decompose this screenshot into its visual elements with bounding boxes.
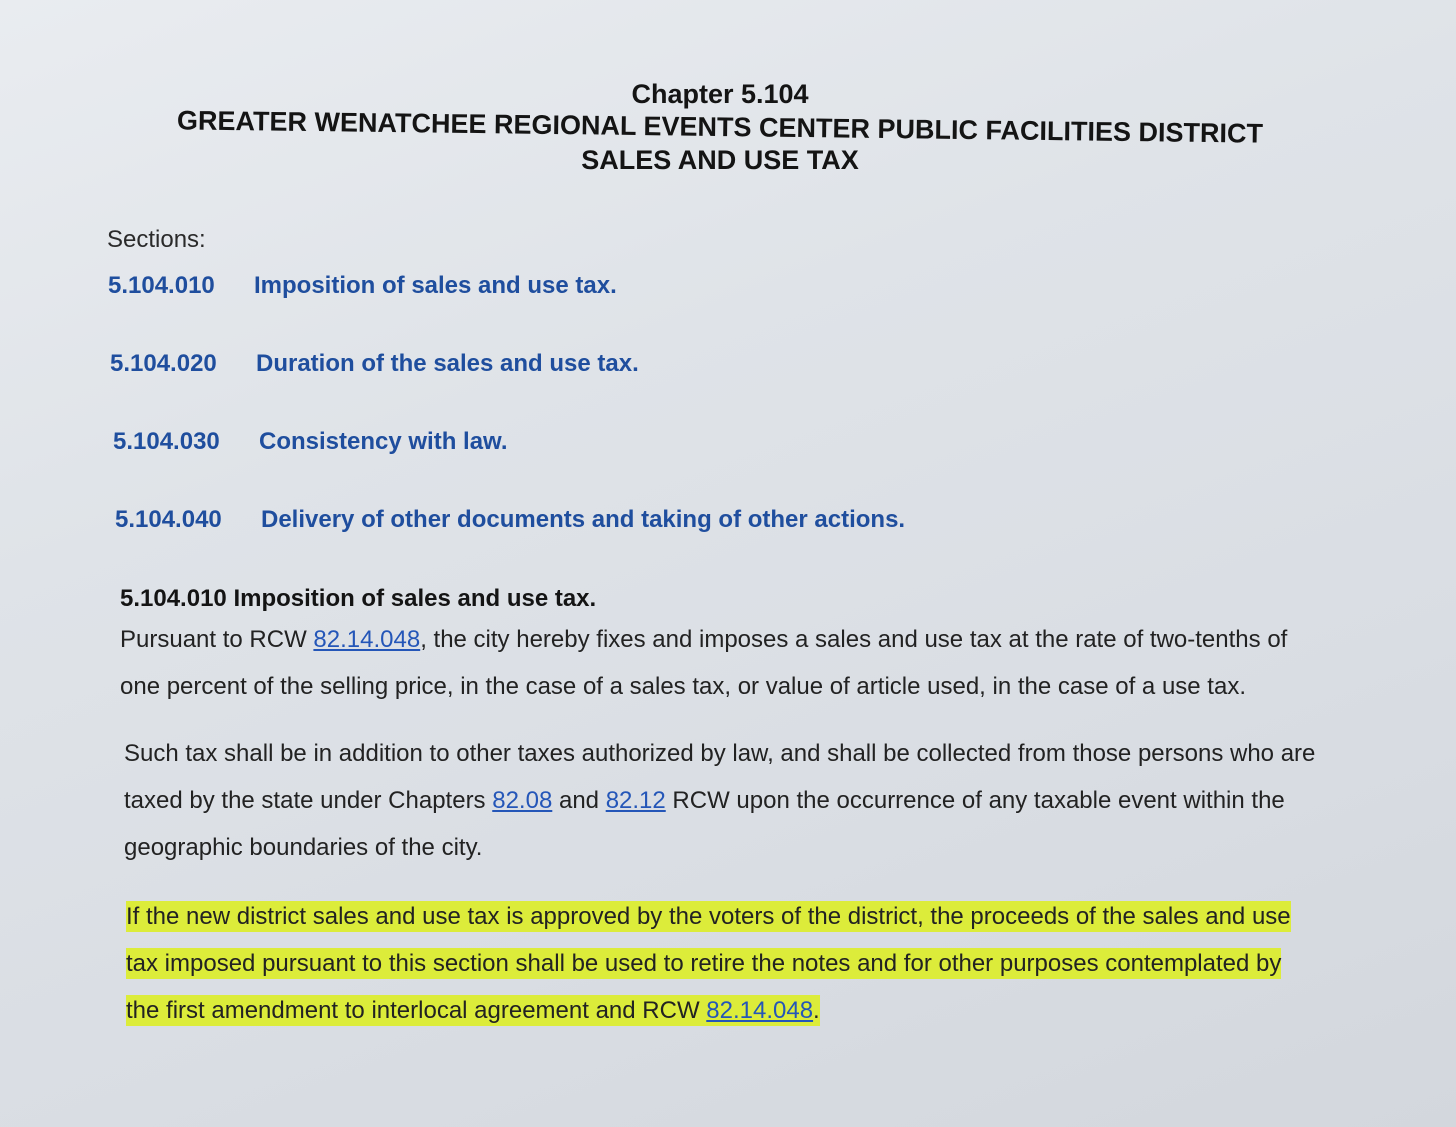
toc-number: 5.104.010 xyxy=(108,272,215,299)
toc-number: 5.104.020 xyxy=(110,350,217,377)
chapter-number: Chapter 5.104 xyxy=(631,79,809,109)
chapter-subtitle: SALES AND USE TAX xyxy=(581,145,859,175)
toc-item-5-104-040[interactable] xyxy=(108,506,1108,584)
paragraph-text: If the new district sales and use tax is approved by the voters of the district, the proceeds of the sales and use tax imposed pursuant to this section shall be used to retire the notes and for other purposes contemplated by the first amendment to interlocal agreement and RCW xyxy=(126,903,1291,1024)
section-heading: 5.104.010 Imposition of sales and use tax. xyxy=(120,585,597,612)
rcw-link-82-14-048[interactable]: 82.14.048 xyxy=(706,997,814,1024)
paragraph-highlighted xyxy=(120,893,1320,1034)
toc-item-5-104-010[interactable] xyxy=(108,272,1108,350)
toc-item-5-104-030[interactable] xyxy=(108,428,1108,506)
section-5-104-010 xyxy=(120,582,1320,1034)
toc-number: 5.104.040 xyxy=(115,506,222,533)
rcw-link-82-12[interactable]: 82.12 xyxy=(605,787,666,814)
paragraph-text: and xyxy=(552,787,606,814)
toc-title: Delivery of other documents and taking of other actions. xyxy=(261,506,906,533)
toc-number: 5.104.030 xyxy=(113,428,220,455)
paragraph-collection xyxy=(120,730,1320,871)
chapter-header xyxy=(100,78,1340,176)
sections-label: Sections: xyxy=(107,226,206,253)
paragraph-text: Pursuant to RCW xyxy=(120,626,314,653)
highlighted-text xyxy=(126,901,1291,1026)
toc-item-5-104-020[interactable] xyxy=(108,350,1108,428)
toc-title: Consistency with law. xyxy=(259,428,508,455)
paragraph-text: Such tax shall be in addition to other taxes authorized by law, and shall be collected from those persons who are taxed by the state under Chapters xyxy=(124,740,1316,814)
rcw-link-82-08[interactable]: 82.08 xyxy=(492,787,553,814)
paragraph-text: RCW upon the occurrence of any taxable event within the geographic boundaries of the city. xyxy=(124,787,1285,861)
chapter-title: GREATER WENATCHEE REGIONAL EVENTS CENTER PUBLIC FACILITIES DISTRICT xyxy=(176,105,1264,149)
paragraph-text: . xyxy=(813,997,820,1024)
toc-title: Imposition of sales and use tax. xyxy=(254,272,617,299)
rcw-link-82-14-048[interactable]: 82.14.048 xyxy=(313,626,421,653)
table-of-contents xyxy=(108,272,1108,584)
paragraph-imposition xyxy=(120,616,1320,710)
paragraph-text: , the city hereby fixes and imposes a sales and use tax at the rate of two-tenths of one percent of the selling price, in the case of a sales tax, or value of article used, in the case of a use tax. xyxy=(120,626,1288,700)
toc-title: Duration of the sales and use tax. xyxy=(256,350,639,377)
